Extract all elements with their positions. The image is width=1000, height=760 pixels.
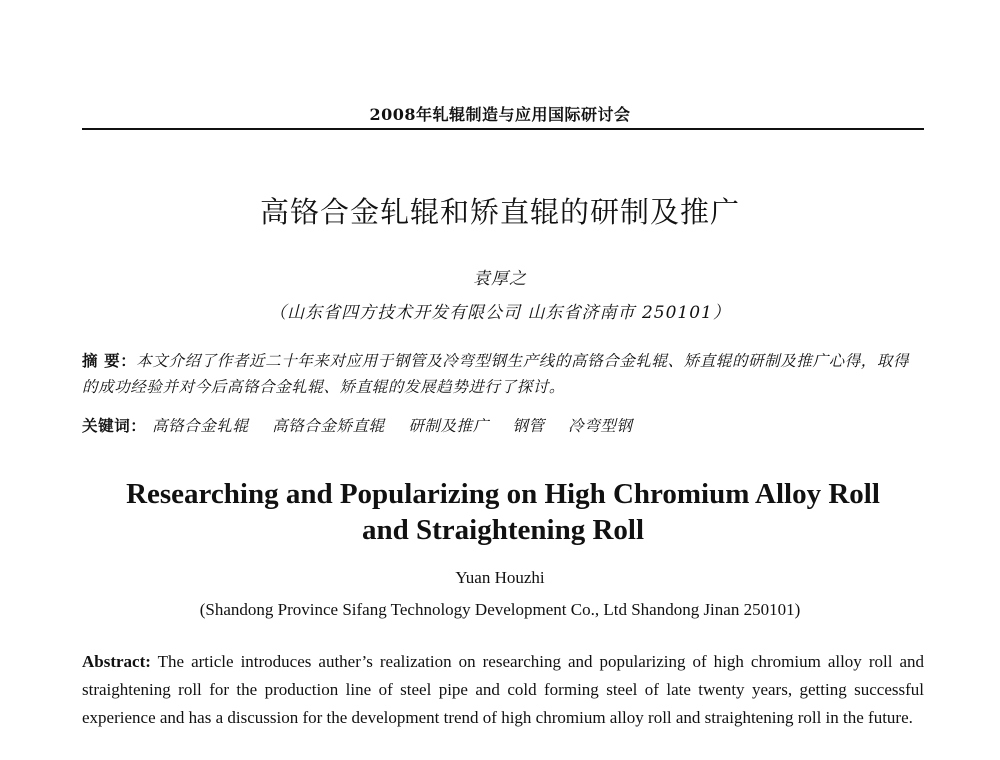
english-abstract-text: The article introduces auther’s realization on researching and popularizing of high chromium alloy roll and straightening roll for the production line of steel pipe and cold forming steel of late twenty years, getting successful experience and has a discussion for the development trend of high chromium alloy roll and straightening roll in the future. (82, 652, 924, 727)
english-title (82, 476, 924, 548)
english-abstract-label: Abstract: (82, 652, 151, 671)
chinese-abstract-label: 摘 要： (82, 351, 137, 370)
chinese-abstract-text: 本文介绍了作者近二十年来对应用于钢管及冷弯型钢生产线的高铬合金轧辊、矫直辊的研制及推广心得，取得的成功经验并对今后高铬合金轧辊、矫直辊的发展趋势进行了探讨。 (82, 352, 910, 396)
chinese-author: 袁厚之 (473, 269, 527, 289)
chinese-affiliation: （山东省四方技术开发有限公司 山东省济南市 250101） (269, 303, 731, 323)
header-rule (82, 128, 924, 130)
chinese-title: 高铬合金轧辊和矫直辊的研制及推广 (259, 195, 740, 229)
english-title-line: Researching and Popularizing on High Chromium Alloy Roll (126, 478, 880, 510)
english-author: Yuan Houzhi (455, 568, 545, 587)
chinese-abstract (82, 348, 924, 400)
chinese-keywords-label: 关键词： (82, 416, 147, 435)
keyword: 钢管 (512, 417, 545, 435)
english-abstract (82, 648, 924, 732)
chinese-keywords (82, 413, 924, 439)
english-affiliation: (Shandong Province Sifang Technology Development Co., Ltd Shandong Jinan 250101) (199, 600, 801, 619)
keyword: 研制及推广 (408, 417, 489, 435)
keyword: 冷弯型钢 (568, 417, 633, 435)
english-title-line: and Straightening Roll (362, 514, 644, 546)
keyword: 高铬合金轧辊 (151, 417, 249, 435)
running-header: 2008年轧辊制造与应用国际研讨会 (369, 105, 631, 124)
keyword: 高铬合金矫直辊 (272, 417, 385, 435)
